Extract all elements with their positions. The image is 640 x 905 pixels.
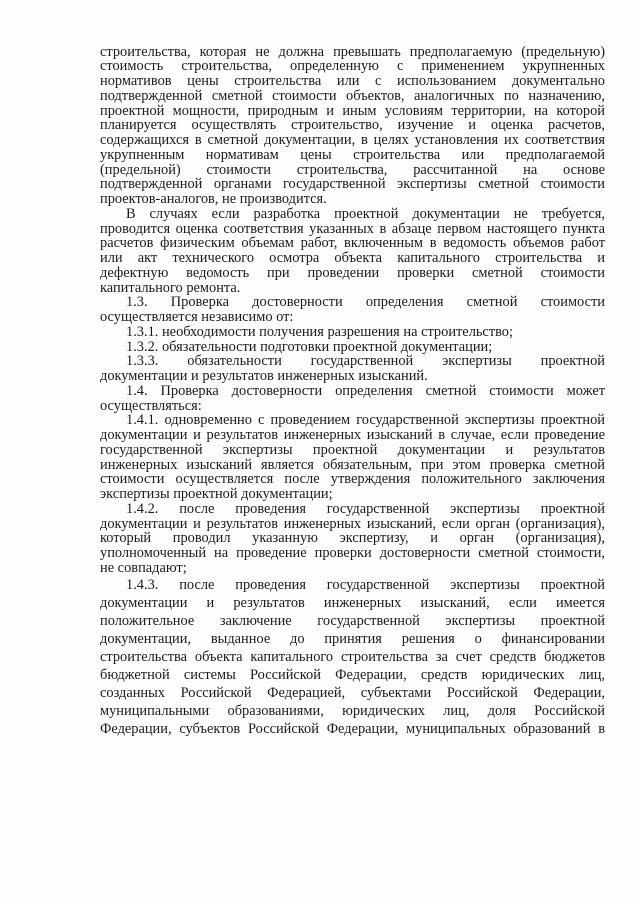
text-line: инженерных изысканий является обязательным, при этом проверка сметной [100, 456, 605, 473]
text-line: 1.3.1. необходимости получения разрешения на строительство; [126, 323, 514, 340]
text-line: не совпадают; [100, 559, 187, 576]
text-line: строительства, которая не должна превышать предполагаемую (предельную) [100, 43, 605, 60]
text-line: проектной мощности, природным и иным условиям территории, на которой [100, 102, 605, 119]
clause-1-4-1 [100, 413, 605, 502]
text-line: 1.3.2. обязательности подготовки проектной документации; [126, 338, 493, 355]
text-line: муниципальными образованиями, юридических лиц, доля Российской [100, 702, 605, 719]
text-line: бюджетной системы Российской Федерации, средств юридических лиц, [100, 666, 605, 683]
text-line: планируется осуществлять строительство, изучение и оценка расчетов, [100, 117, 605, 134]
clause-1-4 [100, 384, 605, 414]
text-line: который проводил указанную экспертизу, и орган (организация), [100, 530, 605, 547]
text-line: экспертизы проектной документации; [100, 486, 333, 503]
text-line: строительства объекта капитального строительства за счет средств бюджетов [100, 648, 605, 665]
text-line: стоимость строительства, определенную с применением укрупненных [100, 58, 605, 75]
text-line: 1.3. Проверка достоверности определения сметной стоимости [126, 294, 605, 311]
text-line: документации и результатов инженерных изысканий, если имеется [100, 594, 605, 611]
text-line: осуществляться: [100, 397, 202, 414]
text-line: расчетов физическим объемам работ, включенным в ведомость объемов работ [100, 235, 605, 252]
text-line: документации и результатов инженерных изысканий. [100, 368, 428, 385]
text-line: подтвержденной органами государственной экспертизы сметной стоимости [100, 176, 605, 193]
text-line: проводится оценка соответствия указанных в абзаце первом настоящего пункта [100, 220, 605, 237]
document-body [100, 45, 605, 738]
clause-1-3-3 [100, 354, 605, 384]
text-line: осуществляется независимо от: [100, 309, 294, 326]
text-line: укрупненным нормативам цены строительства или предполагаемой [100, 146, 605, 163]
text-line: дефектную ведомость при проведении проверки сметной стоимости [100, 264, 605, 281]
text-line: государственной экспертизы проектной документации и результатов [100, 441, 605, 458]
text-line: созданных Российской Федерацией, субъектами Российской Федерации, [100, 684, 605, 701]
text-line: содержащихся в сметной документации, в целях установления их соответствия [100, 132, 605, 149]
clause-1-4-2 [100, 502, 605, 576]
text-line: подтвержденной сметной стоимости объектов, аналогичных по назначению, [100, 87, 605, 104]
text-line: положительное заключение государственной экспертизы проектной [100, 612, 605, 629]
text-line: 1.4.3. после проведения государственной экспертизы проектной [126, 576, 605, 593]
clause-1-3 [100, 295, 605, 325]
text-line: документации, выданное до принятия решения о финансировании [100, 630, 605, 647]
paragraph-continuation [100, 45, 605, 207]
text-line: В случаях если разработка проектной документации не требуется, [126, 205, 605, 222]
text-line: 1.4. Проверка достоверности определения сметной стоимости может [126, 382, 605, 399]
text-line: (предельной) стоимости строительства, рассчитанной на основе [100, 161, 605, 178]
text-line: или акт технического осмотра объекта капитального строительства и [100, 250, 605, 267]
clause-1-4-3 [100, 576, 605, 738]
clause-1-3-1 [100, 325, 605, 340]
text-line: проектов-аналогов, не производится. [100, 191, 327, 208]
text-line: стоимости осуществляется после утверждения положительного заключения [100, 471, 605, 488]
text-line: уполномоченный на проведение проверки достоверности сметной стоимости, [100, 545, 605, 562]
text-line: 1.3.3. обязательности государственной экспертизы проектной [126, 353, 605, 370]
text-line: капитального ремонта. [100, 279, 241, 296]
text-line: 1.4.1. одновременно с проведением государственной экспертизы проектной [126, 412, 605, 429]
text-line: 1.4.2. после проведения государственной экспертизы проектной [126, 500, 605, 517]
text-line: документации и результатов инженерных изысканий, если орган (организация), [100, 515, 605, 532]
text-line: документации и результатов инженерных изысканий в случае, если проведение [100, 427, 605, 444]
text-line: нормативов цены строительства или с использованием документально [100, 73, 605, 90]
clause-1-3-2 [100, 340, 605, 355]
paragraph-no-design-docs [100, 207, 605, 296]
text-line: Федерации, субъектов Российской Федерации, муниципальных образований в [100, 720, 605, 737]
